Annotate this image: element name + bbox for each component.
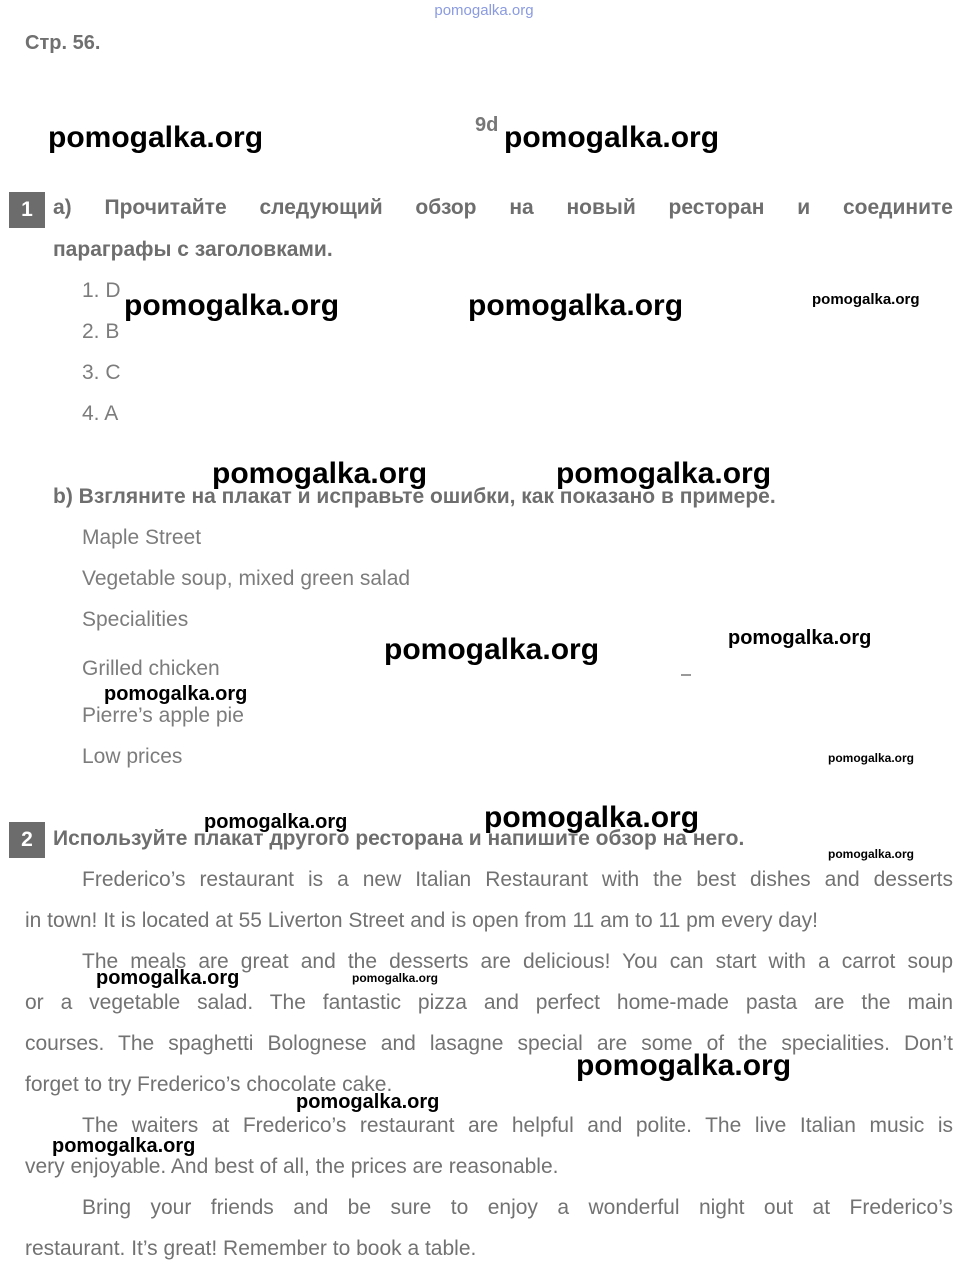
correction-item: Specialities bbox=[82, 608, 189, 631]
task-1a-instruction-line-1: а) Прочитайте следующий обзор на новый ресторан и соедините bbox=[53, 196, 953, 219]
correction-item: Maple Street bbox=[82, 526, 202, 549]
review-line: Frederico’s restaurant is a new Italian Restaurant with the best dishes and desserts bbox=[82, 868, 953, 891]
watermark: pomogalka.org bbox=[52, 1135, 196, 1157]
answer-item: 2. B bbox=[82, 320, 120, 343]
watermark: pomogalka.org bbox=[384, 633, 600, 666]
task-1-number: 1 bbox=[9, 192, 45, 228]
watermark: pomogalka.org bbox=[828, 847, 915, 861]
task-2-instruction: Используйте плакат другого ресторана и напишите обзор на него. bbox=[53, 827, 745, 850]
review-paragraph-4 bbox=[25, 1187, 953, 1269]
answer-item: 1. D bbox=[82, 279, 121, 302]
watermark: pomogalka.org bbox=[576, 1049, 792, 1082]
watermark: pomogalka.org bbox=[296, 1091, 440, 1113]
review-line: courses. The spaghetti Bolognese and lasagne special are some of the specialities. Don’t bbox=[25, 1032, 953, 1055]
task-1b-instruction: b) Взгляните на плакат и исправьте ошибки, как показано в примере. bbox=[53, 485, 776, 508]
review-paragraph-1 bbox=[25, 859, 953, 941]
review-line: Bring your friends and be sure to enjoy a wonderful night out at Frederico’s bbox=[82, 1196, 953, 1219]
review-line: forget to try Frederico’s chocolate cake. bbox=[25, 1073, 393, 1096]
watermark: pomogalka.org bbox=[204, 811, 348, 833]
watermark: pomogalka.org bbox=[104, 683, 248, 705]
review-line: The waiters at Frederico’s restaurant are helpful and polite. The live Italian music is bbox=[82, 1114, 953, 1137]
review-line: The meals are great and the desserts are delicious! You can start with a carrot soup bbox=[82, 950, 953, 973]
watermark: pomogalka.org bbox=[96, 967, 240, 989]
stray-mark bbox=[681, 674, 691, 676]
page-reference: Стр. 56. bbox=[25, 32, 101, 54]
task-2-number: 2 bbox=[9, 822, 45, 858]
watermark: pomogalka.org bbox=[812, 291, 920, 308]
watermark: pomogalka.org bbox=[352, 971, 439, 985]
task-1a-instruction-line-2: параграфы с заголовками. bbox=[53, 238, 333, 261]
watermark: pomogalka.org bbox=[212, 457, 428, 490]
review-line: in town! It is located at 55 Liverton Street and is open from 11 am to 11 pm every day! bbox=[25, 909, 818, 932]
review-line: restaurant. It’s great! Remember to book a table. bbox=[25, 1237, 477, 1260]
review-line: or a vegetable salad. The fantastic pizza and perfect home-made pasta are the main bbox=[25, 991, 953, 1014]
watermark: pomogalka.org bbox=[484, 801, 700, 834]
answer-item: 3. C bbox=[82, 361, 121, 384]
review-line: very enjoyable. And best of all, the prices are reasonable. bbox=[25, 1155, 559, 1178]
correction-item: Low prices bbox=[82, 745, 183, 768]
correction-item: Vegetable soup, mixed green salad bbox=[82, 567, 411, 590]
watermark: pomogalka.org bbox=[728, 627, 872, 649]
answer-item: 4. A bbox=[82, 402, 119, 425]
unit-label: 9d bbox=[475, 114, 499, 136]
watermark: pomogalka.org bbox=[556, 457, 772, 490]
watermark: pomogalka.org bbox=[48, 121, 264, 154]
watermark: pomogalka.org bbox=[504, 121, 720, 154]
watermark: pomogalka.org bbox=[828, 751, 915, 765]
watermark: pomogalka.org bbox=[468, 289, 684, 322]
review-paragraph-2 bbox=[25, 941, 953, 1105]
watermark: pomogalka.org bbox=[124, 289, 340, 322]
top-site-watermark: pomogalka.org bbox=[434, 2, 534, 19]
correction-item: Pierre’s apple pie bbox=[82, 704, 244, 727]
correction-item: Grilled chicken bbox=[82, 657, 220, 680]
